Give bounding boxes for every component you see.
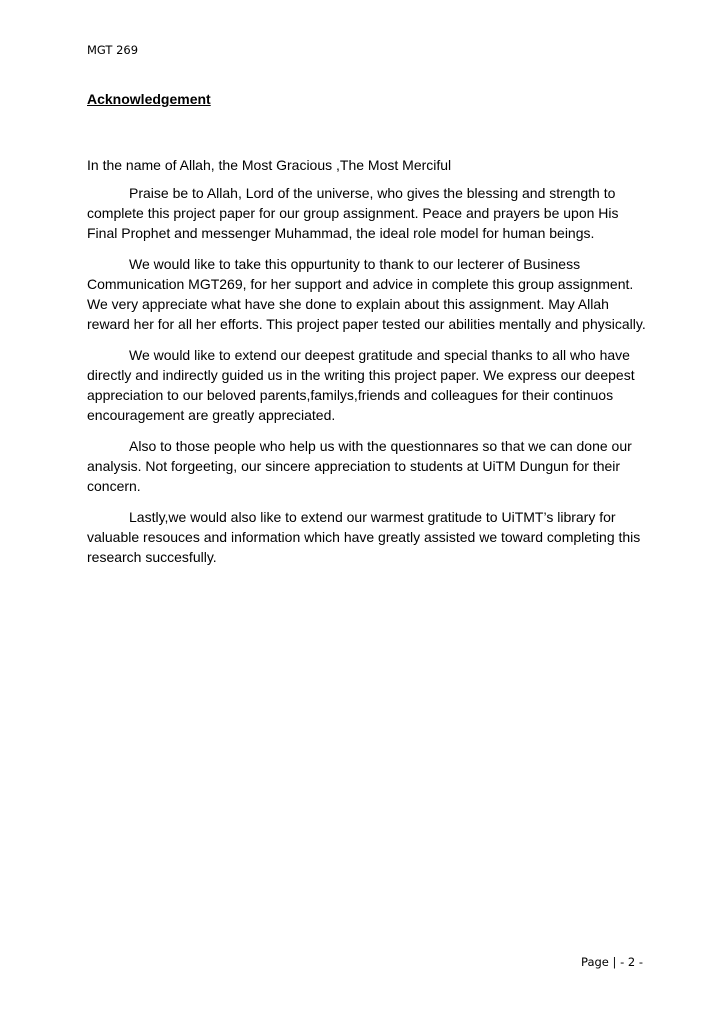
intro-line: In the name of Allah, the Most Gracious ,The Most Merciful bbox=[87, 157, 452, 173]
paragraph-lecturer-thanks: We would like to take this oppurtunity to thank to our lecterer of Business Communication MGT269, for her support and advice in complete this group assignment. We very appreciate what have she done to explain about this assignment. May Allah reward her for all her efforts. This project paper tested our abilities mentally and physically. bbox=[87, 256, 646, 332]
page-number: Page | - 2 - bbox=[581, 955, 643, 969]
paragraph-praise: Praise be to Allah, Lord of the universe, who gives the blessing and strength to complete this project paper for our group assignment. Peace and prayers be upon His Final Prophet and messenger Muhammad, the ideal role model for human beings. bbox=[87, 185, 619, 241]
paragraph-questionnaire-help: Also to those people who help us with the questionnares so that we can done our analysis. Not forgeeting, our sincere appreciation to students at UiTM Dungun for their concern. bbox=[87, 438, 632, 494]
paragraph-gratitude: We would like to extend our deepest gratitude and special thanks to all who have directly and indirectly guided us in the writing this project paper. We express our deepest appreciation to our beloved parents,familys,friends and colleagues for their continuos encouragement are greatly appreciated. bbox=[87, 347, 635, 423]
paragraph-library-thanks: Lastly,we would also like to extend our warmest gratitude to UiTMT’s library for valuable resouces and information which have greatly assisted we toward completing this research succesfully. bbox=[87, 509, 641, 565]
page-title: Acknowledgement bbox=[87, 91, 211, 107]
document-body bbox=[87, 155, 647, 578]
page-header-course-code: MGT 269 bbox=[87, 43, 139, 57]
